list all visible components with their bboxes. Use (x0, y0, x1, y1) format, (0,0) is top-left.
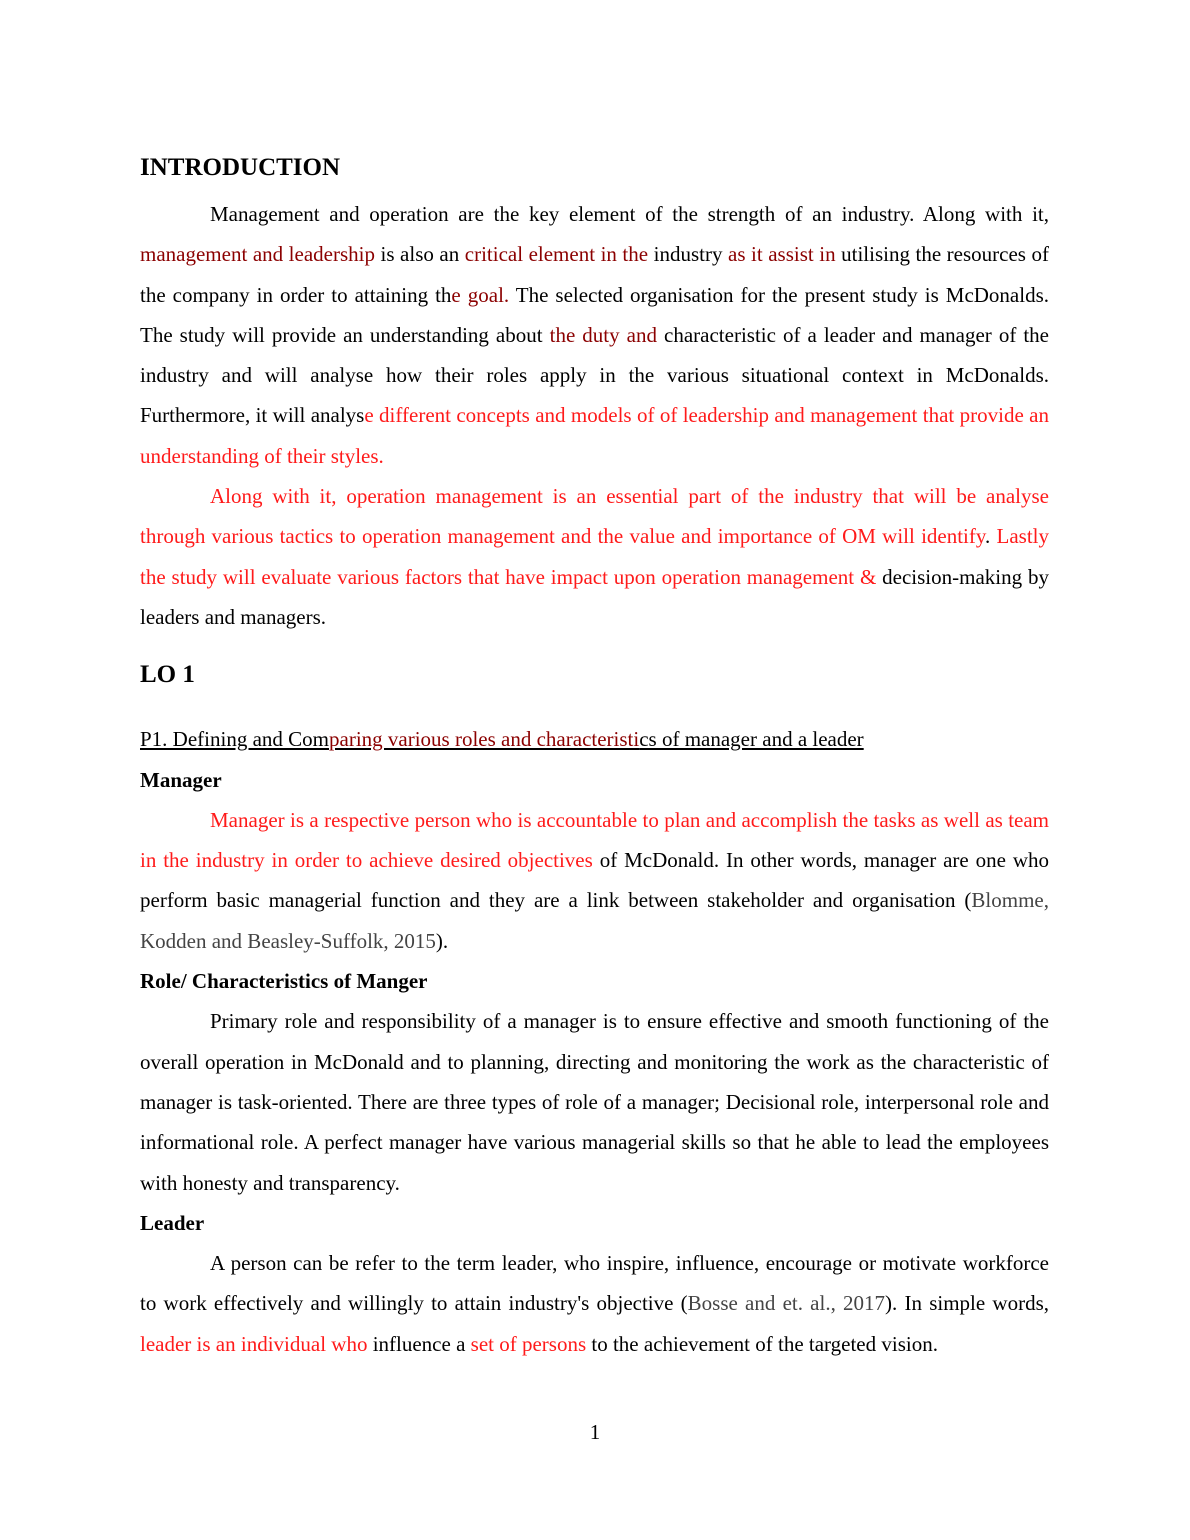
role-paragraph: Primary role and responsibility of a manager is to ensure effective and smooth functioning of the overall operation in McDonald and to planning, directing and monitoring the work as the characteristic of manager is task-oriented. There are three types of role of a manager; Decisional role, interpersonal role and informational role. A perfect manager have various managerial skills so that he able to lead the employees with honesty and transparency. (140, 1009, 1049, 1195)
text-run: decision-making by leaders and managers. (140, 564, 1049, 629)
citation: Blomme, Kodden and Beasley-Suffolk, 2015 (140, 888, 1049, 953)
page-number: 1 (589, 1420, 601, 1444)
text-run-darkred: the duty and (549, 322, 657, 347)
manager-heading: Manager (140, 767, 222, 792)
text-run-red: e different concepts and models of of leadership and management that provide an understanding of their styles. (140, 403, 1049, 468)
text-run: to the achievement of the targeted vision. (586, 1331, 938, 1356)
text-run: is also an (374, 242, 465, 267)
manager-paragraph (140, 800, 1049, 961)
text-run-darkred: paring various roles and characteristi (329, 727, 640, 752)
text-run: P1. Defining and Com (140, 727, 329, 752)
text-run: utilising the resources of the company in order to attaining th (140, 242, 1049, 307)
leader-heading: Leader (140, 1210, 205, 1235)
intro-paragraph-1 (140, 194, 1049, 476)
text-run-red: set of persons (470, 1331, 587, 1356)
text-run: ). In simple words, (885, 1291, 1049, 1316)
page-body (140, 150, 1049, 1364)
leader-paragraph (140, 1243, 1049, 1364)
text-run: characteristic of a leader and manager of the industry and will analyse how their roles apply in the various situational context in McDonalds. Furthermore, it will analys (140, 322, 1049, 428)
text-run-red: Lastly the study will evaluate various factors that have impact upon operation management & (140, 524, 1050, 589)
text-run-red: leader is an individual who (140, 1331, 368, 1356)
text-run: The selected organisation for the present study is McDonalds. The study will provide an understanding about (140, 282, 1050, 347)
citation: Bosse and et. al., 2017 (687, 1291, 886, 1316)
text-run-red: Along with it, operation management is an essential part of the industry that will be analyse through various tactics to operation management and the value and importance of OM will identify (140, 484, 1049, 549)
text-run: influence a (367, 1331, 471, 1356)
text-run-darkred: management and leadership (140, 242, 375, 267)
lo1-heading: LO 1 (140, 661, 195, 689)
text-run: A person can be refer to the term leader, who inspire, influence, encourage or motivate workforce to work effectively and willingly to attain industry's objective ( (140, 1251, 1049, 1316)
text-run-darkred: as it assist in (728, 242, 836, 267)
role-heading: Role/ Characteristics of Manger (140, 969, 428, 994)
text-run-darkred: e goal. (451, 282, 510, 307)
text-run: industry (648, 242, 728, 267)
text-run-darkred: critical element in the (464, 242, 649, 267)
intro-paragraph-2 (140, 476, 1049, 637)
text-run: . (985, 524, 997, 549)
p1-subheading (140, 719, 1049, 759)
text-run: ). (435, 928, 449, 953)
text-run: Management and operation are the key element of the strength of an industry. Along with it, (210, 202, 1049, 226)
text-run-red: Manager is a respective person who is accountable to plan and accomplish the tasks as well as team in the industry in order to achieve desired objectives (140, 807, 1049, 873)
text-run: of McDonald. In other words, manager are one who perform basic managerial function and they are a link between stakeholder and organisation ( (140, 848, 1049, 913)
introduction-heading: INTRODUCTION (140, 154, 341, 181)
text-run: cs of manager and a leader (639, 727, 864, 752)
